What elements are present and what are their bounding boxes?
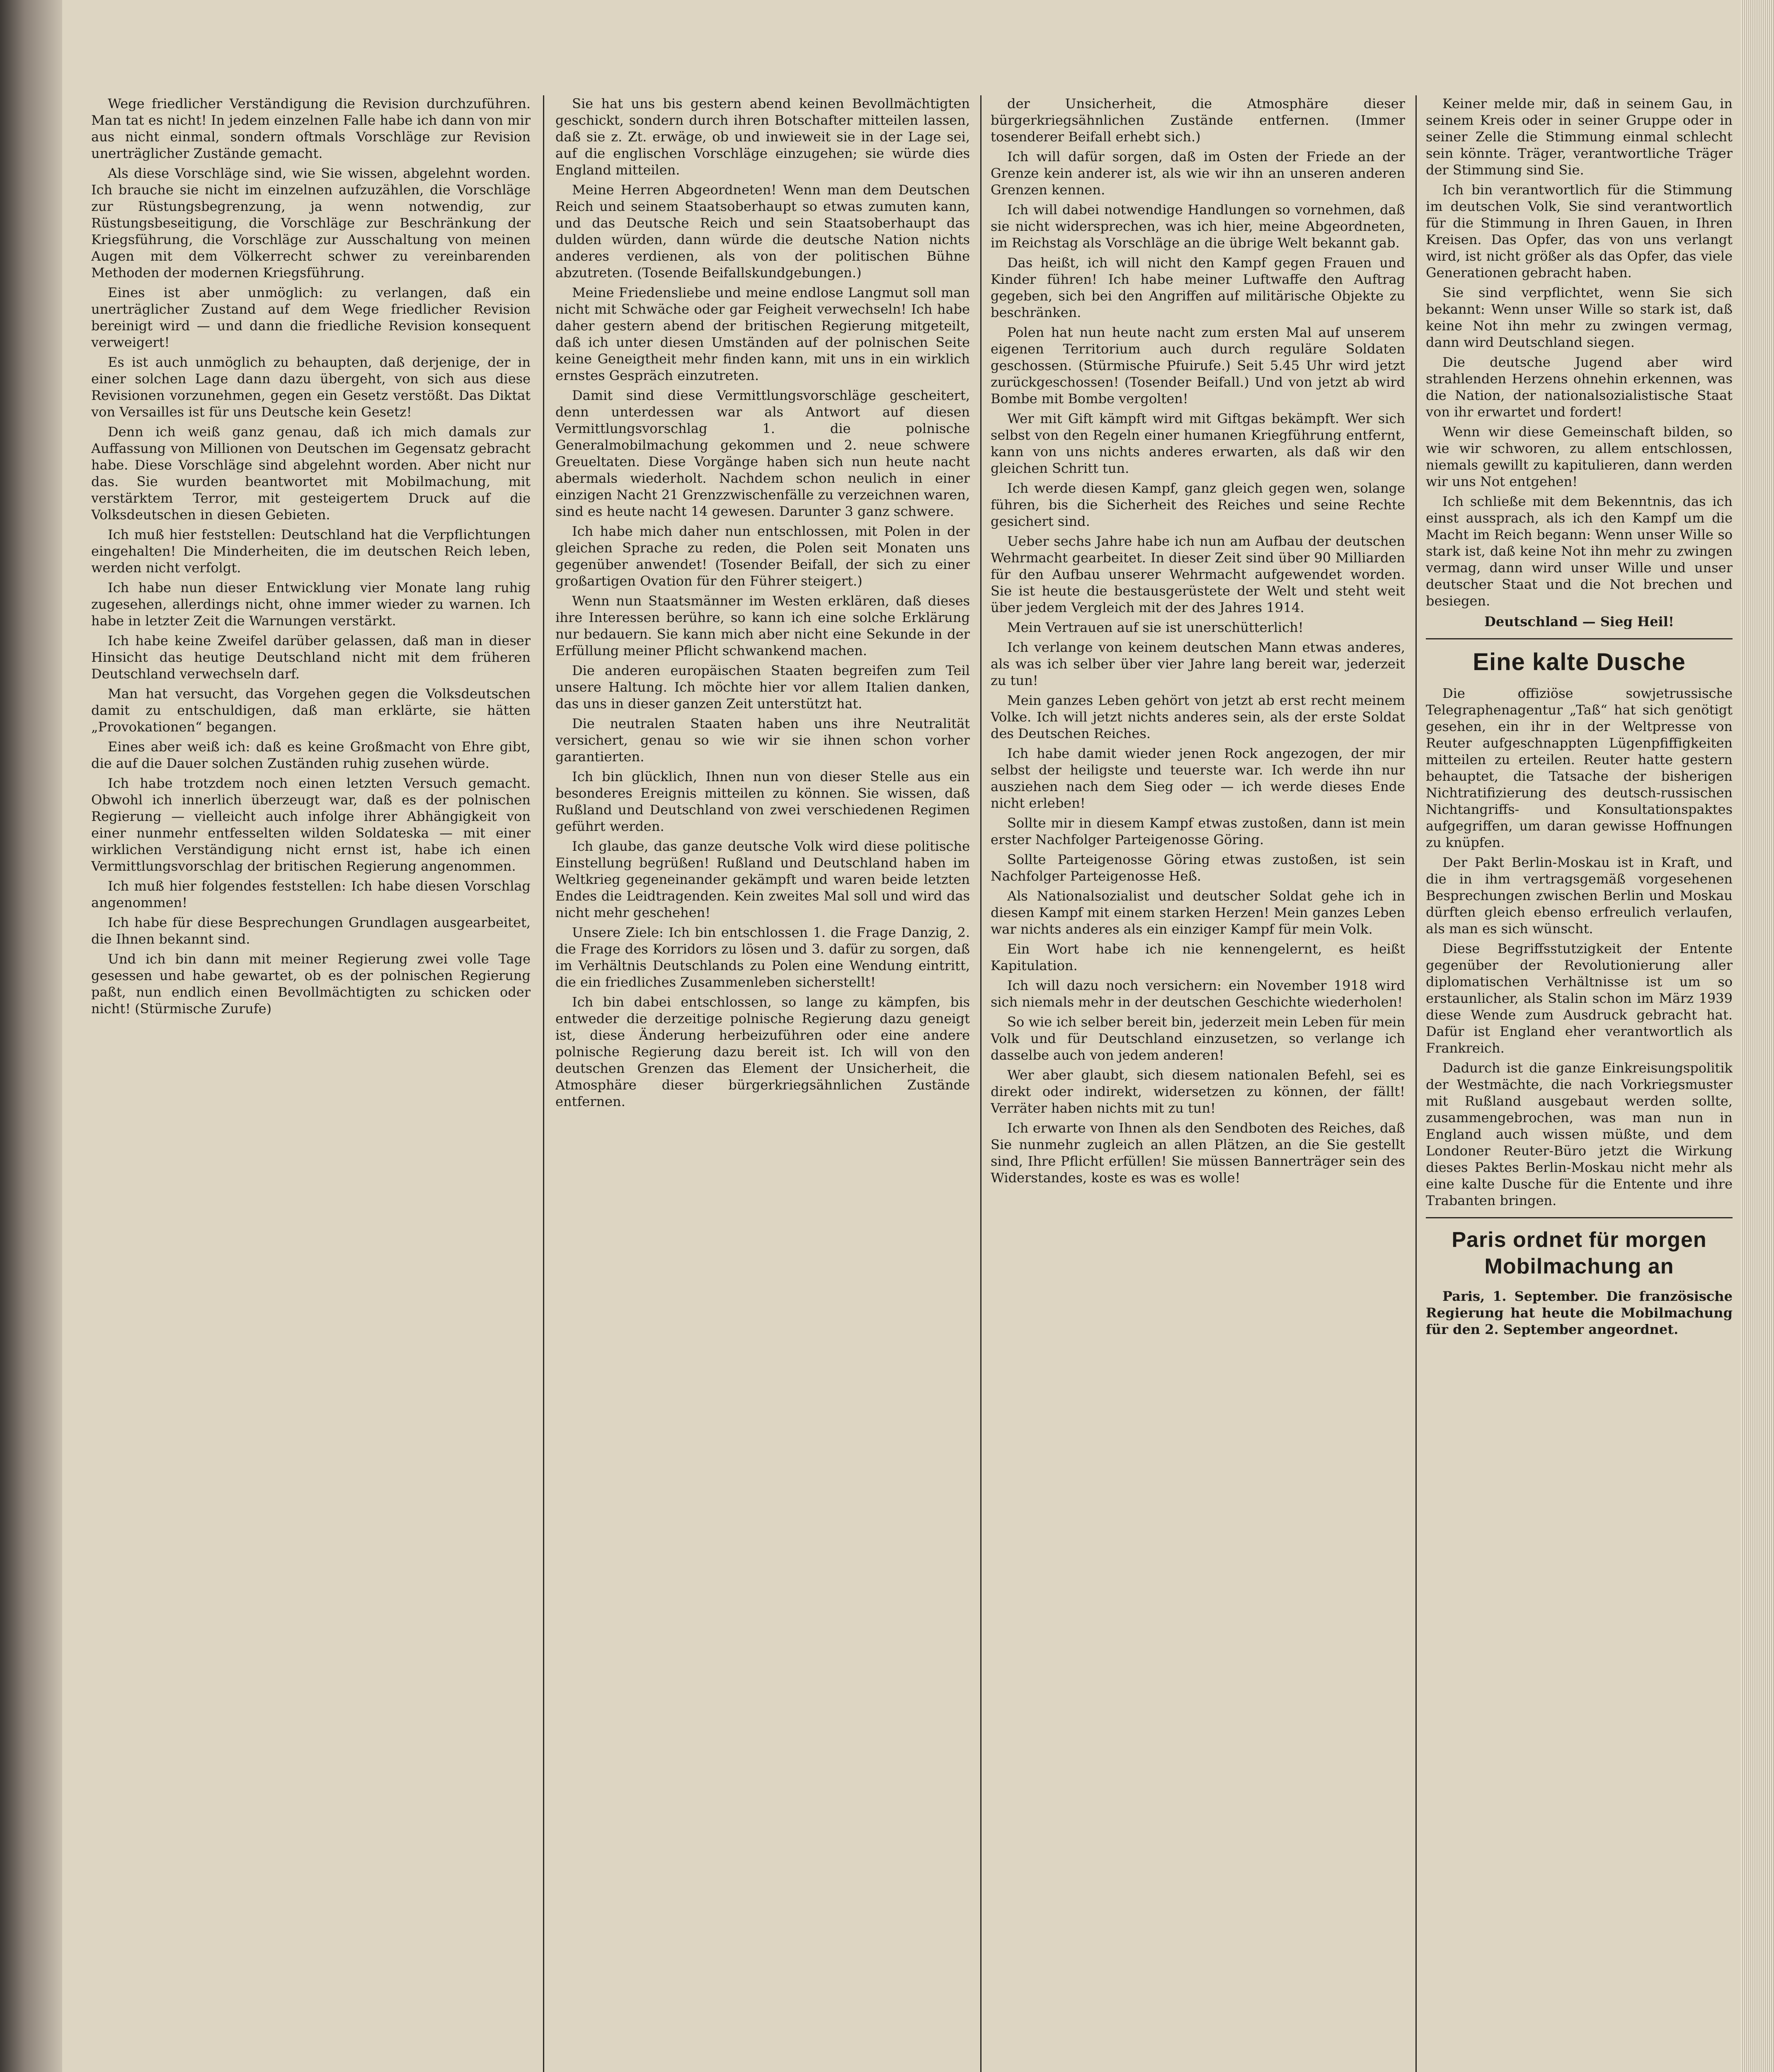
paragraph: Meine Herren Abgeordneten! Wenn man dem Deutschen Reich und seinem Staatsoberhaupt so etwas zumuten kann, und das Deutsche Reich und sein Staatsoberhaupt das dulden würden, dann würde die deutsche Nation nichts anderes verdienen, als von der politischen Bühne abzutreten. (Tosende Beifallskundgebungen.): [555, 182, 970, 281]
paragraph: Polen hat nun heute nacht zum ersten Mal auf unserem eigenen Territorium auch durch reguläre Soldaten geschossen. (Stürmische Pfuirufe.) Seit 5.45 Uhr wird jetzt zurückgeschossen! (Tosender Beifall.) Und von jetzt ab wird Bombe mit Bombe vergolten!: [991, 324, 1405, 407]
paragraph: Mein Vertrauen auf sie ist unerschütterlich!: [1007, 620, 1304, 635]
paragraph: Sie sind verpflichtet, wenn Sie sich bekannt: Wenn unser Wille so stark ist, daß keine Not ihn mehr zu zwingen vermag, dann wird Deutschland siegen.: [1426, 285, 1733, 350]
paragraph: Die anderen europäischen Staaten begreifen zum Teil unsere Haltung. Ich möchte hier vor allem Italien danken, das uns in dieser ganzen Zeit unterstützt hat.: [555, 663, 970, 712]
article-kalte-dusche: [1426, 685, 1733, 1209]
paragraph: Ich habe mich daher nun entschlossen, mit Polen in der gleichen Sprache zu reden, die Polen seit Monaten uns gegenüber anwendet! (Tosender Beifall, der sich zu einer großartigen Ovation für den Führer steigert.): [555, 523, 970, 589]
column-rule: [980, 95, 982, 2072]
book-binding: [0, 0, 62, 2072]
paragraph: Ich habe trotzdem noch einen letzten Versuch gemacht. Obwohl ich innerlich überzeugt war, daß es der polnischen Regierung — vielleicht auch infolge ihrer Abhängigkeit von einer nunmehr entfesselten wilden Soldateska — mit einer wirklichen Verständigung nicht ernst ist, habe ich einen Vermittlungsvorschlag der britischen Regierung angenommen.: [91, 775, 531, 874]
paragraph: Sollte Parteigenosse Göring etwas zustoßen, ist sein Nachfolger Parteigenosse Heß.: [991, 852, 1405, 884]
paragraph: So wie ich selber bereit bin, jederzeit mein Leben für mein Volk und für Deutschland einzusetzen, so verlange ich dasselbe auch von jedem anderen!: [991, 1014, 1405, 1063]
paragraph: Ich glaube, das ganze deutsche Volk wird diese politische Einstellung begrüßen! Rußland und Deutschland haben im Weltkrieg gegeneinander gekämpft und waren beide letzten Endes die Leidtragenden. Kein zweites Mal soll und wird das nicht mehr geschehen!: [555, 838, 970, 920]
paragraph: Ich habe keine Zweifel darüber gelassen, daß man in dieser Hinsicht das heutige Deutschland nicht mit dem früheren Deutschland verwechseln darf.: [91, 633, 531, 682]
paragraph: Ueber sechs Jahre habe ich nun am Aufbau der deutschen Wehrmacht gearbeitet. In dieser Zeit sind über 90 Milliarden für den Aufbau unserer Wehrmacht aufgewendet worden. Sie ist heute die bestausgerüstete der Welt und steht weit über jedem Vergleich mit der des Jahres 1914.: [991, 533, 1405, 615]
paragraph: Ich muß hier feststellen: Deutschland hat die Verpflichtungen eingehalten! Die Minderheiten, die im deutschen Reich leben, werden nicht verfolgt.: [91, 527, 531, 576]
headline-paris-mobilmachung: Paris ordnet für morgen Mobilmachung an: [1452, 1228, 1707, 1278]
paragraph: Keiner melde mir, daß in seinem Gau, in seinem Kreis oder in seiner Gruppe oder in seiner Zelle die Stimmung einmal schlecht sein könnte. Träger, verantwortliche Träger der Stimmung sind Sie.: [1426, 96, 1733, 178]
article-paris: Paris, 1. September. Die französische Regierung hat heute die Mobilmachung für den 2. September angeordnet.: [1426, 1288, 1733, 1337]
paragraph: Ich werde diesen Kampf, ganz gleich gegen wen, solange führen, bis die Sicherheit des Reiches und seine Rechte gesichert sind.: [991, 480, 1405, 529]
divider: [1426, 638, 1733, 639]
column-rule: [1415, 95, 1417, 2072]
headline-eine-kalte-dusche: Eine kalte Dusche: [1473, 649, 1686, 675]
paragraph: Eines ist aber unmöglich: zu verlangen, daß ein unerträglicher Zustand auf dem Wege friedlicher Revision bereinigt wird — und dann die friedliche Revision konsequent verweigert!: [91, 285, 531, 350]
paragraph: Wenn wir diese Gemeinschaft bilden, so wie wir schworen, zu allem entschlossen, niemals gewillt zu kapitulieren, dann werden wir uns Not entgehen!: [1426, 424, 1733, 489]
newspaper-page: [62, 0, 1774, 2072]
paragraph: Ein Wort habe ich nie kennengelernt, es heißt Kapitulation.: [991, 941, 1405, 973]
paragraph: Wer aber glaubt, sich diesem nationalen Befehl, sei es direkt oder indirekt, widersetzen zu können, der fällt! Verräter haben nichts mit zu tun!: [991, 1067, 1405, 1116]
paragraph: Ich bin dabei entschlossen, so lange zu kämpfen, bis entweder die derzeitige polnische Regierung dazu geneigt ist, diese Änderung herbeizuführen oder eine andere polnische Regierung dazu bereit ist. Ich will von den deutschen Grenzen das Element der Unsicherheit, die Atmosphäre dieser bürgerkriegsähnlichen Zustände entfernen.: [555, 994, 970, 1109]
paragraph: Das heißt, ich will nicht den Kampf gegen Frauen und Kinder führen! Ich habe meiner Luftwaffe den Auftrag gegeben, sich bei den Angriffen auf militärische Objekte zu beschränken.: [991, 255, 1405, 320]
paragraph: der Unsicherheit, die Atmosphäre dieser bürgerkriegsähnlichen Zustände entfernen. (Immer tosenderer Beifall erhebt sich.): [991, 96, 1405, 145]
paragraph: Als Nationalsozialist und deutscher Soldat gehe ich in diesen Kampf mit einem starken Herzen! Mein ganzes Leben war nichts anderes als ein einziger Kampf für mein Volk.: [991, 888, 1405, 937]
paragraph: Damit sind diese Vermittlungsvorschläge gescheitert, denn unterdessen war als Antwort auf diesen Vermittlungsvorschlag 1. die polnische Generalmobilmachung gekommen und 2. neue schwere Greueltaten. Diese Vorgänge haben sich nun heute nacht abermals wiederholt. Nachdem schon neulich in einer einzigen Nacht 21 Grenzzwischenfälle zu verzeichnen waren, sind es heute nacht 14 gewesen. Darunter 3 ganz schwere.: [555, 387, 970, 519]
paragraph: Ich verlange von keinem deutschen Mann etwas anderes, als was ich selber über vier Jahre lang bereit war, jederzeit zu tun!: [991, 639, 1405, 688]
paragraph: Ich bin glücklich, Ihnen nun von dieser Stelle aus ein besonderes Ereignis mitteilen zu können. Sie wissen, daß Rußland und Deutschland von zwei verschiedenen Regimen geführt werden.: [555, 769, 970, 834]
paragraph: Ich will dabei notwendige Handlungen so vornehmen, daß sie nicht widersprechen, was ich hier, meine Abgeordneten, im Reichstag als Vorschläge an die übrige Welt bekannt gab.: [991, 202, 1405, 251]
paragraph: Ich habe damit wieder jenen Rock angezogen, der mir selbst der heiligste und teuerste war. Ich werde ihn nur ausziehen nach dem Sieg oder — ich werde dieses Ende nicht erleben!: [991, 746, 1405, 811]
paragraph: Ich habe für diese Besprechungen Grundlagen ausgearbeitet, die Ihnen bekannt sind.: [91, 915, 531, 947]
paragraph: Ich habe nun dieser Entwicklung vier Monate lang ruhig zugesehen, allerdings nicht, ohne immer wieder zu warnen. Ich habe in letzter Zeit die Warnungen verstärkt.: [91, 580, 531, 629]
paragraph: Mein ganzes Leben gehört von jetzt ab erst recht meinem Volke. Ich will jetzt nichts anderes sein, als der erste Soldat des Deutschen Reiches.: [991, 692, 1405, 741]
paragraph: Als diese Vorschläge sind, wie Sie wissen, abgelehnt worden. Ich brauche sie nicht im einzelnen aufzuzählen, die Vorschläge zur Rüstungsbegrenzung, ja wenn notwendig, zur Rüstungsbeseitigung, die Vorschläge zur Beschränkung der Kriegsführung, die Vorschläge zur Ausschaltung von meinen Augen mit dem Völkerrecht schwer zu vereinbarenden Methoden der modernen Kriegsführung.: [91, 165, 531, 281]
column-2: [555, 95, 970, 2072]
paragraph: Ich erwarte von Ihnen als den Sendboten des Reiches, daß Sie nunmehr zugleich an allen Plätzen, an die Sie gestellt sind, Ihre Pflicht erfüllen! Sie müssen Bannerträger sein des Widerstandes, koste es was es wolle!: [991, 1120, 1405, 1186]
divider: [1426, 1217, 1733, 1218]
page-edge: [1741, 0, 1774, 2072]
signoff: Deutschland — Sieg Heil!: [1484, 614, 1674, 629]
paragraph: Die offiziöse sowjetrussische Telegraphenagentur „Taß“ hat sich genötigt gesehen, ein ihr in der Weltpresse von Reuter aufgeschnappten Lügenpfiffigkeiten mitteilen zu erteilen. Reuter hatte gestern behauptet, die Tatsache der bisherigen Nichtratifizierung des deutsch-russischen Nichtangriffs- und Konsultationspaktes aufgegriffen, um daran gewisse Hoffnungen zu knüpfen.: [1426, 685, 1733, 850]
paragraph: Es ist auch unmöglich zu behaupten, daß derjenige, der in einer solchen Lage dann dazu übergeht, von sich aus diese Revisionen vorzunehmen, gegen ein Gesetz verstößt. Das Diktat von Versailles ist für uns Deutsche kein Gesetz!: [91, 354, 531, 420]
column-3: [991, 95, 1405, 2072]
speech-closing: [1426, 95, 1733, 609]
paragraph: Und ich bin dann mit meiner Regierung zwei volle Tage gesessen und habe gewartet, ob es der polnischen Regierung paßt, nun endlich einen Bevollmächtigten zu schicken oder nicht! (Stürmische Zurufe): [91, 951, 531, 1017]
column-4: [1426, 95, 1733, 2072]
paragraph: Der Pakt Berlin-Moskau ist in Kraft, und die in ihm vertragsgemäß vorgesehenen Besprechungen zwischen Berlin und Moskau dürften gleich ebenso erfreulich verlaufen, als man es sich wünscht.: [1426, 854, 1733, 937]
paragraph: Ich will dafür sorgen, daß im Osten der Friede an der Grenze kein anderer ist, als wie wir ihn an unseren anderen Grenzen kennen.: [991, 149, 1405, 198]
paragraph: Sollte mir in diesem Kampf etwas zustoßen, dann ist mein erster Nachfolger Parteigenosse Göring.: [991, 815, 1405, 847]
paragraph: Unsere Ziele: Ich bin entschlossen 1. die Frage Danzig, 2. die Frage des Korridors zu lösen und 3. dafür zu sorgen, daß im Verhältnis Deutschlands zu Polen eine Wendung eintritt, die ein friedliches Zusammenleben sicherstellt!: [555, 925, 970, 990]
column-rule: [543, 95, 544, 2072]
paragraph: Meine Friedensliebe und meine endlose Langmut soll man nicht mit Schwäche oder gar Feigheit verwechseln! Ich habe daher gestern abend der britischen Regierung mitgeteilt, daß ich unter diesen Umständen auf der polnischen Seite keine Geneigtheit mehr finden kann, mit uns in ein wirklich ernstes Gespräch einzutreten.: [555, 285, 970, 383]
paragraph: Man hat versucht, das Vorgehen gegen die Volksdeutschen damit zu entschuldigen, daß man erklärte, sie hätten „Provokationen“ begangen.: [91, 686, 531, 735]
paragraph: Dadurch ist die ganze Einkreisungspolitik der Westmächte, die nach Vorkriegsmuster mit Rußland ausgebaut werden sollte, zusammengebrochen, was man nun in England auch wissen müßte, und dem Londoner Reuter-Büro jetzt die Wirkung dieses Paktes Berlin-Moskau nicht mehr als eine kalte Dusche für die Entente und ihre Trabanten bringen.: [1426, 1060, 1733, 1208]
paragraph: Wege friedlicher Verständigung die Revision durchzuführen. Man tat es nicht! In jedem einzelnen Falle habe ich dann von mir aus nicht einmal, sondern oftmals Vorschläge zur Revision unerträglicher Zustände gemacht.: [91, 96, 531, 161]
paragraph: Sie hat uns bis gestern abend keinen Bevollmächtigten geschickt, sondern durch ihren Botschafter mitteilen lassen, daß sie z. Zt. erwäge, ob und inwieweit sie in der Lage sei, auf die englischen Vorschläge einzugehen; sie würde dies England mitteilen.: [555, 96, 970, 178]
paragraph: Wenn nun Staatsmänner im Westen erklären, daß dieses ihre Interessen berühre, so kann ich eine solche Erklärung nur bedauern. Sie kann mich aber nicht eine Sekunde in der Erfüllung meiner Pflicht schwankend machen.: [555, 593, 970, 658]
paragraph: Ich muß hier folgendes feststellen: Ich habe diesen Vorschlag angenommen!: [91, 878, 531, 910]
paragraph: Die deutsche Jugend aber wird strahlenden Herzens ohnehin erkennen, was die Nation, der nationalsozialistische Staat von ihr erwartet und fordert!: [1426, 354, 1733, 420]
paragraph: Denn ich weiß ganz genau, daß ich mich damals zur Auffassung von Millionen von Deutschen im Gegensatz gebracht habe. Diese Vorschläge sind abgelehnt worden. Aber nicht nur das. Sie wurden beantwortet mit Mobilmachung, mit verstärktem Terror, mit gesteigertem Druck auf die Volksdeutschen in diesen Gebieten.: [91, 424, 531, 523]
paragraph: Ich schließe mit dem Bekenntnis, das ich einst aussprach, als ich den Kampf um die Macht im Reich begann: Wenn unser Wille so stark ist, daß keine Not ihn mehr zu zwingen vermag, dann wird unser Wille und unser deutscher Staat und die Not brechen und besiegen.: [1426, 494, 1733, 609]
paragraph: Wer mit Gift kämpft wird mit Giftgas bekämpft. Wer sich selbst von den Regeln einer humanen Kriegführung entfernt, kann von uns nichts anderes erwarten, als daß wir den gleichen Schritt tun.: [991, 411, 1405, 476]
paragraph: Ich bin verantwortlich für die Stimmung im deutschen Volk, Sie sind verantwortlich für die Stimmung in Ihren Gauen, in Ihren Kreisen. Das Opfer, das von uns verlangt wird, ist nicht größer als das Opfer, das viele Generationen gebracht haben.: [1426, 182, 1733, 281]
column-1: [91, 95, 531, 2072]
paragraph: Die neutralen Staaten haben uns ihre Neutralität versichert, genau so wie wir sie ihnen schon vorher garantierten.: [555, 716, 970, 765]
paragraph: Ich will dazu noch versichern: ein November 1918 wird sich niemals mehr in der deutschen Geschichte wiederholen!: [991, 978, 1405, 1010]
paragraph: Eines aber weiß ich: daß es keine Großmacht von Ehre gibt, die auf die Dauer solchen Zuständen ruhig zusehen würde.: [91, 739, 531, 771]
paragraph: Diese Begriffsstutzigkeit der Entente gegenüber der Revolutionierung aller diplomatischen Verhältnisse ist um so erstaunlicher, als Stalin schon im März 1939 diese Wende zum Ausdruck gebracht hat. Dafür ist England eher verantwortlich als Frankreich.: [1426, 941, 1733, 1056]
